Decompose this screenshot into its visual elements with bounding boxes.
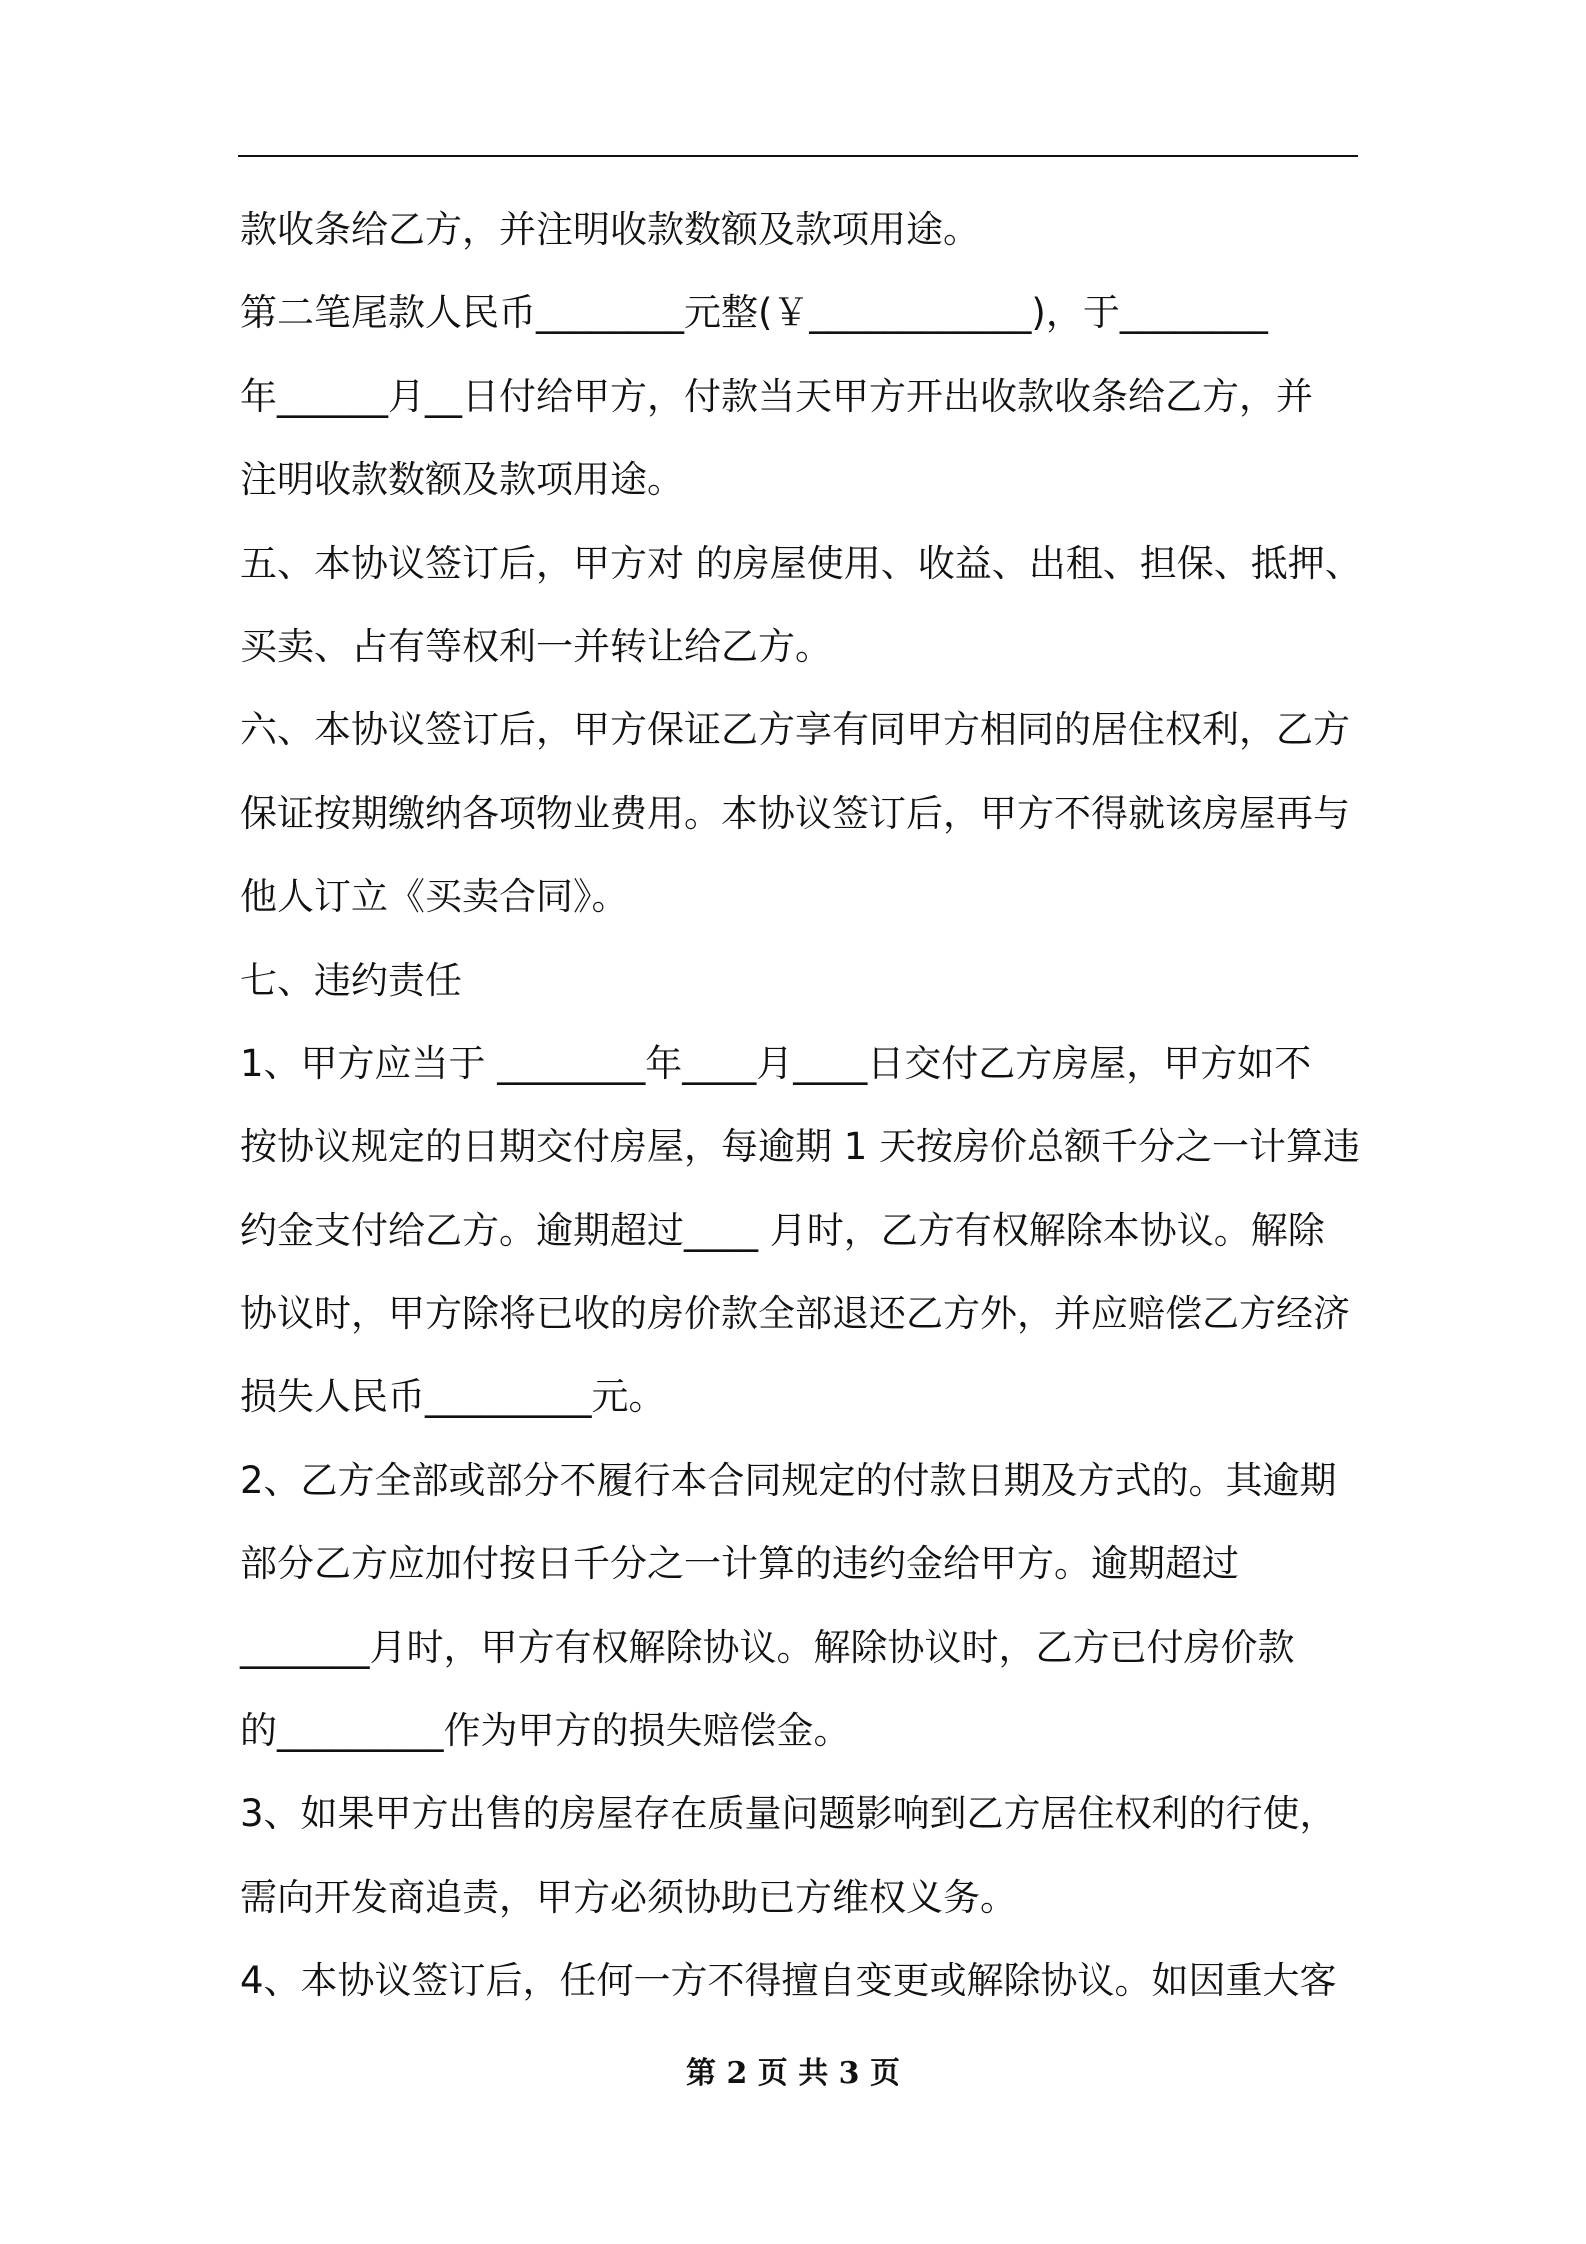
text-line: 协议时，甲方除将已收的房价款全部退还乙方外，并应赔偿乙方经济 [240, 1292, 1350, 1336]
text-line: 2、乙方全部或部分不履行本合同规定的付款日期及方式的。其逾期 [240, 1458, 1337, 1502]
text-line: 保证按期缴纳各项物业费用。本协议签订后，甲方不得就该房屋再与 [240, 791, 1350, 835]
document-body [240, 188, 1380, 2023]
page-number-footer: 第 2 页 共 3 页 [686, 2056, 900, 2091]
text-line: 注明收款数额及款项用途。 [240, 458, 684, 502]
text-line: 损失人民币_________元。 [240, 1375, 666, 1419]
text-line: 第二笔尾款人民币________元整(￥____________)，于________ [240, 291, 1268, 335]
text-line: 款收条给乙方，并注明收款数额及款项用途。 [240, 208, 980, 251]
section-heading: 七、违约责任 [240, 958, 462, 1002]
text-line: 3、如果甲方出售的房屋存在质量问题影响到乙方居住权利的行使， [240, 1792, 1337, 1836]
text-line: _______月时，甲方有权解除协议。解除协议时，乙方已付房价款 [240, 1625, 1295, 1669]
text-line: 六、本协议签订后，甲方保证乙方享有同甲方相同的居住权利，乙方 [240, 708, 1350, 752]
text-line: 约金支付给乙方。逾期超过____ 月时，乙方有权解除本协议。解除 [240, 1208, 1325, 1252]
text-line: 的_________作为甲方的损失赔偿金。 [240, 1709, 851, 1753]
text-line: 1、甲方应当于 ________年____月____日交付乙方房屋，甲方如不 [240, 1041, 1312, 1085]
text-line: 4、本协议签订后，任何一方不得擅自变更或解除协议。如因重大客 [240, 1959, 1337, 2003]
text-line: 买卖、占有等权利一并转让给乙方。 [240, 624, 832, 668]
text-line: 按协议规定的日期交付房屋，每逾期 1 天按房价总额千分之一计算违 [240, 1125, 1361, 1169]
header-rule [238, 155, 1358, 157]
text-line: 需向开发商追责，甲方必须协助已方维权义务。 [240, 1875, 1017, 1919]
text-line: 年______月__日付给甲方，付款当天甲方开出收款收条给乙方，并 [240, 374, 1313, 418]
text-line: 部分乙方应加付按日千分之一计算的违约金给甲方。逾期超过 [240, 1542, 1239, 1586]
text-line: 五、本协议签订后，甲方对 的房屋使用、收益、出租、担保、抵押、 [240, 541, 1362, 585]
text-line: 他人订立《买卖合同》。 [240, 875, 629, 919]
